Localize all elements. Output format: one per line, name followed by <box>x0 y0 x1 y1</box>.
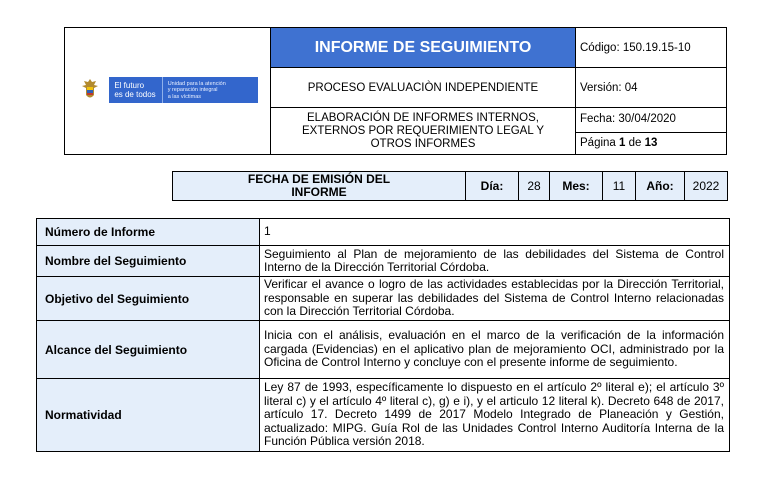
emission-date-strip <box>172 171 728 201</box>
row-key-objective: Objetivo del Seguimiento <box>37 277 260 321</box>
logo-text-line2: es de todos <box>114 89 156 99</box>
subprocess-line-1: ELABORACIÓN DE INFORMES INTERNOS, <box>307 111 539 124</box>
page-current: 1 <box>619 136 626 149</box>
logo-tagline-2: y reparación integral <box>167 87 218 93</box>
institution-logo <box>77 77 257 103</box>
row-value-tracking-name: Seguimiento al Plan de mejoramiento de las debilidades del Sistema de Control Interno de la Dirección Territorial Córdoba. <box>260 246 730 277</box>
year-label: Año: <box>636 172 685 201</box>
day-value: 28 <box>519 172 550 201</box>
row-value-regulations: Ley 87 de 1993, específicamente lo dispuesto en el artículo 2º literal e); el artículo 3º literal c) y el artículo 4º literal c), g) e i), y el articulo 12 literal k). Decreto 648 de 2017, artículo 17. Decreto 1499 de 2017 Modelo Integrado de Planeación y Gestión, actualizado: MIPG. Guía Rol de las Unidades Control Interno Auditoría Interna de la Función Pública versión 2018. <box>260 379 730 452</box>
logo-cell <box>65 28 271 155</box>
subprocess-name <box>271 108 576 155</box>
subprocess-line-2: EXTERNOS POR REQUERIMIENTO LEGAL Y <box>302 124 544 137</box>
year-value: 2022 <box>685 172 728 201</box>
row-value-objective: Verificar el avance o logro de las actividades establecidas por la Dirección Territorial, responsable en superar las debilidades del Sistema de Control Interno relacionadas con la Dirección Territorial Córdoba. <box>260 277 730 321</box>
subprocess-line-3: OTROS INFORMES <box>370 137 476 150</box>
table-row <box>37 219 730 246</box>
table-row <box>37 277 730 321</box>
document-version: Versión: 04 <box>576 68 727 108</box>
row-value-report-number: 1 <box>260 219 730 246</box>
table-row <box>37 246 730 277</box>
document-title: INFORME DE SEGUIMIENTO <box>271 28 576 68</box>
date-page-cell <box>576 108 727 155</box>
row-key-report-number: Número de Informe <box>37 219 260 246</box>
page-indicator <box>576 133 726 153</box>
row-value-scope: Inicia con el análisis, evaluación en el marco de la verificación de la información cargada (Evidencias) en el aplicativo plan de mejoramiento OCI, administrado por la Oficina de Control Interno y concluye con el presente informe de seguimiento. <box>260 321 730 379</box>
row-key-tracking-name: Nombre del Seguimiento <box>37 246 260 277</box>
row-key-regulations: Normatividad <box>37 379 260 452</box>
document-code: Código: 150.19.15-10 <box>576 28 727 68</box>
page-total: 13 <box>644 136 658 149</box>
emission-label-line2: INFORME <box>291 185 347 199</box>
coat-of-arms-icon <box>77 77 103 103</box>
document-header <box>64 27 727 155</box>
page-of: de <box>628 136 642 149</box>
day-label: Día: <box>466 172 519 201</box>
emission-label-line1: FECHA DE EMISIÓN DEL <box>247 172 391 186</box>
report-info-table <box>36 218 730 452</box>
emission-label <box>173 172 466 201</box>
month-label: Mes: <box>550 172 603 201</box>
logo-tagline-1: Unidad para la atención <box>167 80 226 87</box>
table-row <box>37 321 730 379</box>
process-name: PROCESO EVALUACIÒN INDEPENDIENTE <box>271 68 576 108</box>
logo-band <box>109 77 257 103</box>
row-key-scope: Alcance del Seguimiento <box>37 321 260 379</box>
table-row <box>37 379 730 452</box>
page-label: Página <box>580 136 616 149</box>
logo-text-line1: El futuro <box>114 80 145 90</box>
document-date: Fecha: 30/04/2020 <box>576 110 726 133</box>
month-value: 11 <box>603 172 636 201</box>
logo-tagline-3: a las víctimas <box>167 93 202 100</box>
